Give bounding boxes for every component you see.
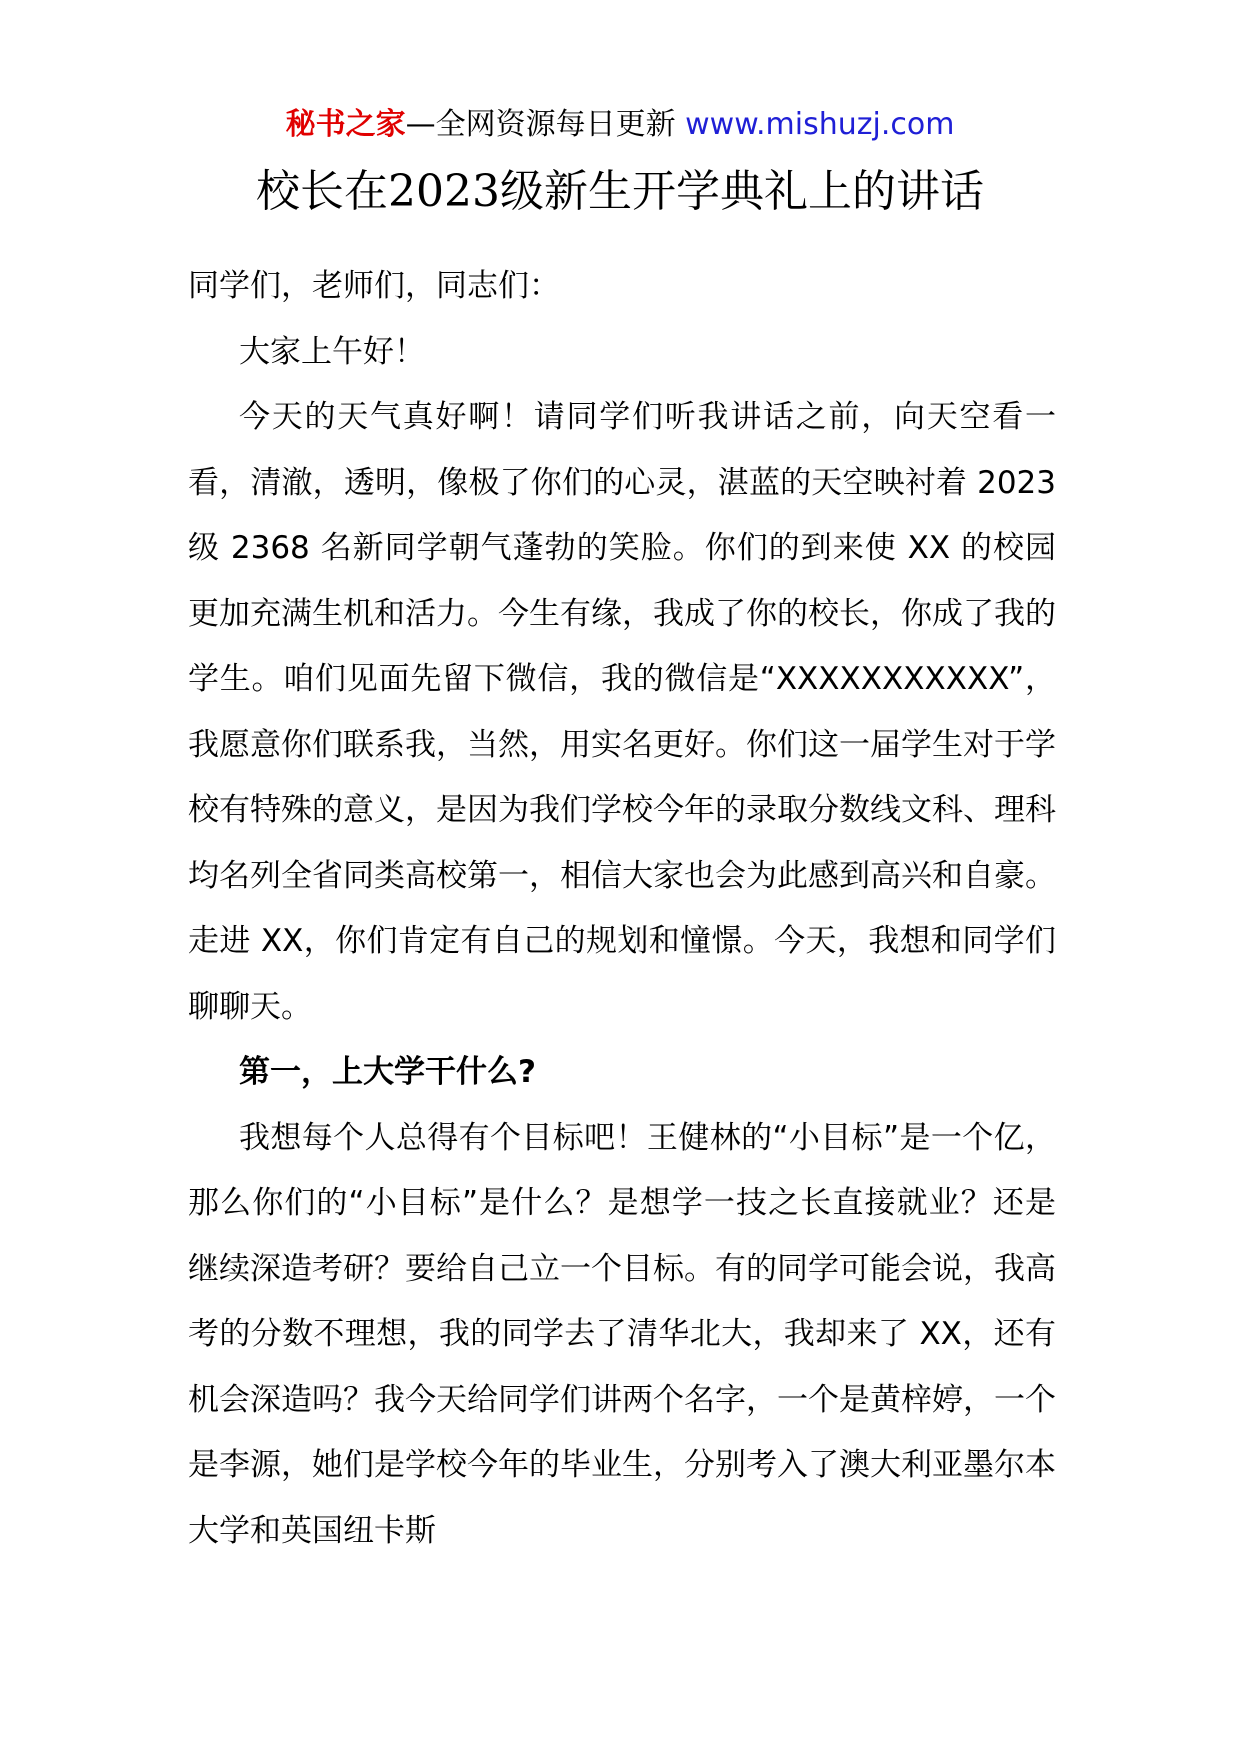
paragraph-2: 我想每个人总得有个目标吧！王健林的“小目标”是一个亿，那么你们的“小目标”是什么？是想学一技之长直接就业？还是继续深造考研？要给自己立一个目标。有的同学可能会说，我高考的分数不理想，我的同学去了清华北大，我却来了 XX，还有机会深造吗？我今天给同学们讲两个名字，一个是黄梓婷，一个是李源，她们是学校今年的毕业生，分别考入了澳大利亚墨尔本大学和英国纽卡斯 bbox=[188, 1119, 1056, 1549]
paragraph-1: 今天的天气真好啊！请同学们听我讲话之前，向天空看一看，清澈，透明，像极了你们的心灵，湛蓝的天空映衬着 2023 级 2368 名新同学朝气蓬勃的笑脸。你们的到来使 XX 的校园更加充满生机和活力。今生有缘，我成了你的校长，你成了我的学生。咱们见面先留下微信，我的微信是“XXXXXXXXXXX”，我愿意你们联系我，当然，用实名更好。你们这一届学生对于学校有特殊的意义，是因为我们学校今年的录取分数线文科、理科均名列全省同类高校第一，相信大家也会为此感到高兴和自豪。走进 XX，你们肯定有自己的规划和憧憬。今天，我想和同学们聊聊天。 bbox=[188, 399, 1056, 1025]
greeting: 大家上午好！ bbox=[239, 333, 425, 370]
site-slogan: —全网资源每日更新 bbox=[405, 107, 676, 142]
site-header bbox=[0, 100, 1240, 150]
document-title: 校长在2023级新生开学典礼上的讲话 bbox=[256, 166, 984, 217]
salutation: 同学们，老师们，同志们： bbox=[188, 268, 560, 304]
site-brand: 秘书之家 bbox=[285, 107, 406, 142]
site-url-link[interactable]: www.mishuzj.com bbox=[685, 107, 955, 142]
document-body bbox=[188, 254, 1056, 1564]
section-heading: 第一，上大学干什么? bbox=[239, 1054, 536, 1090]
